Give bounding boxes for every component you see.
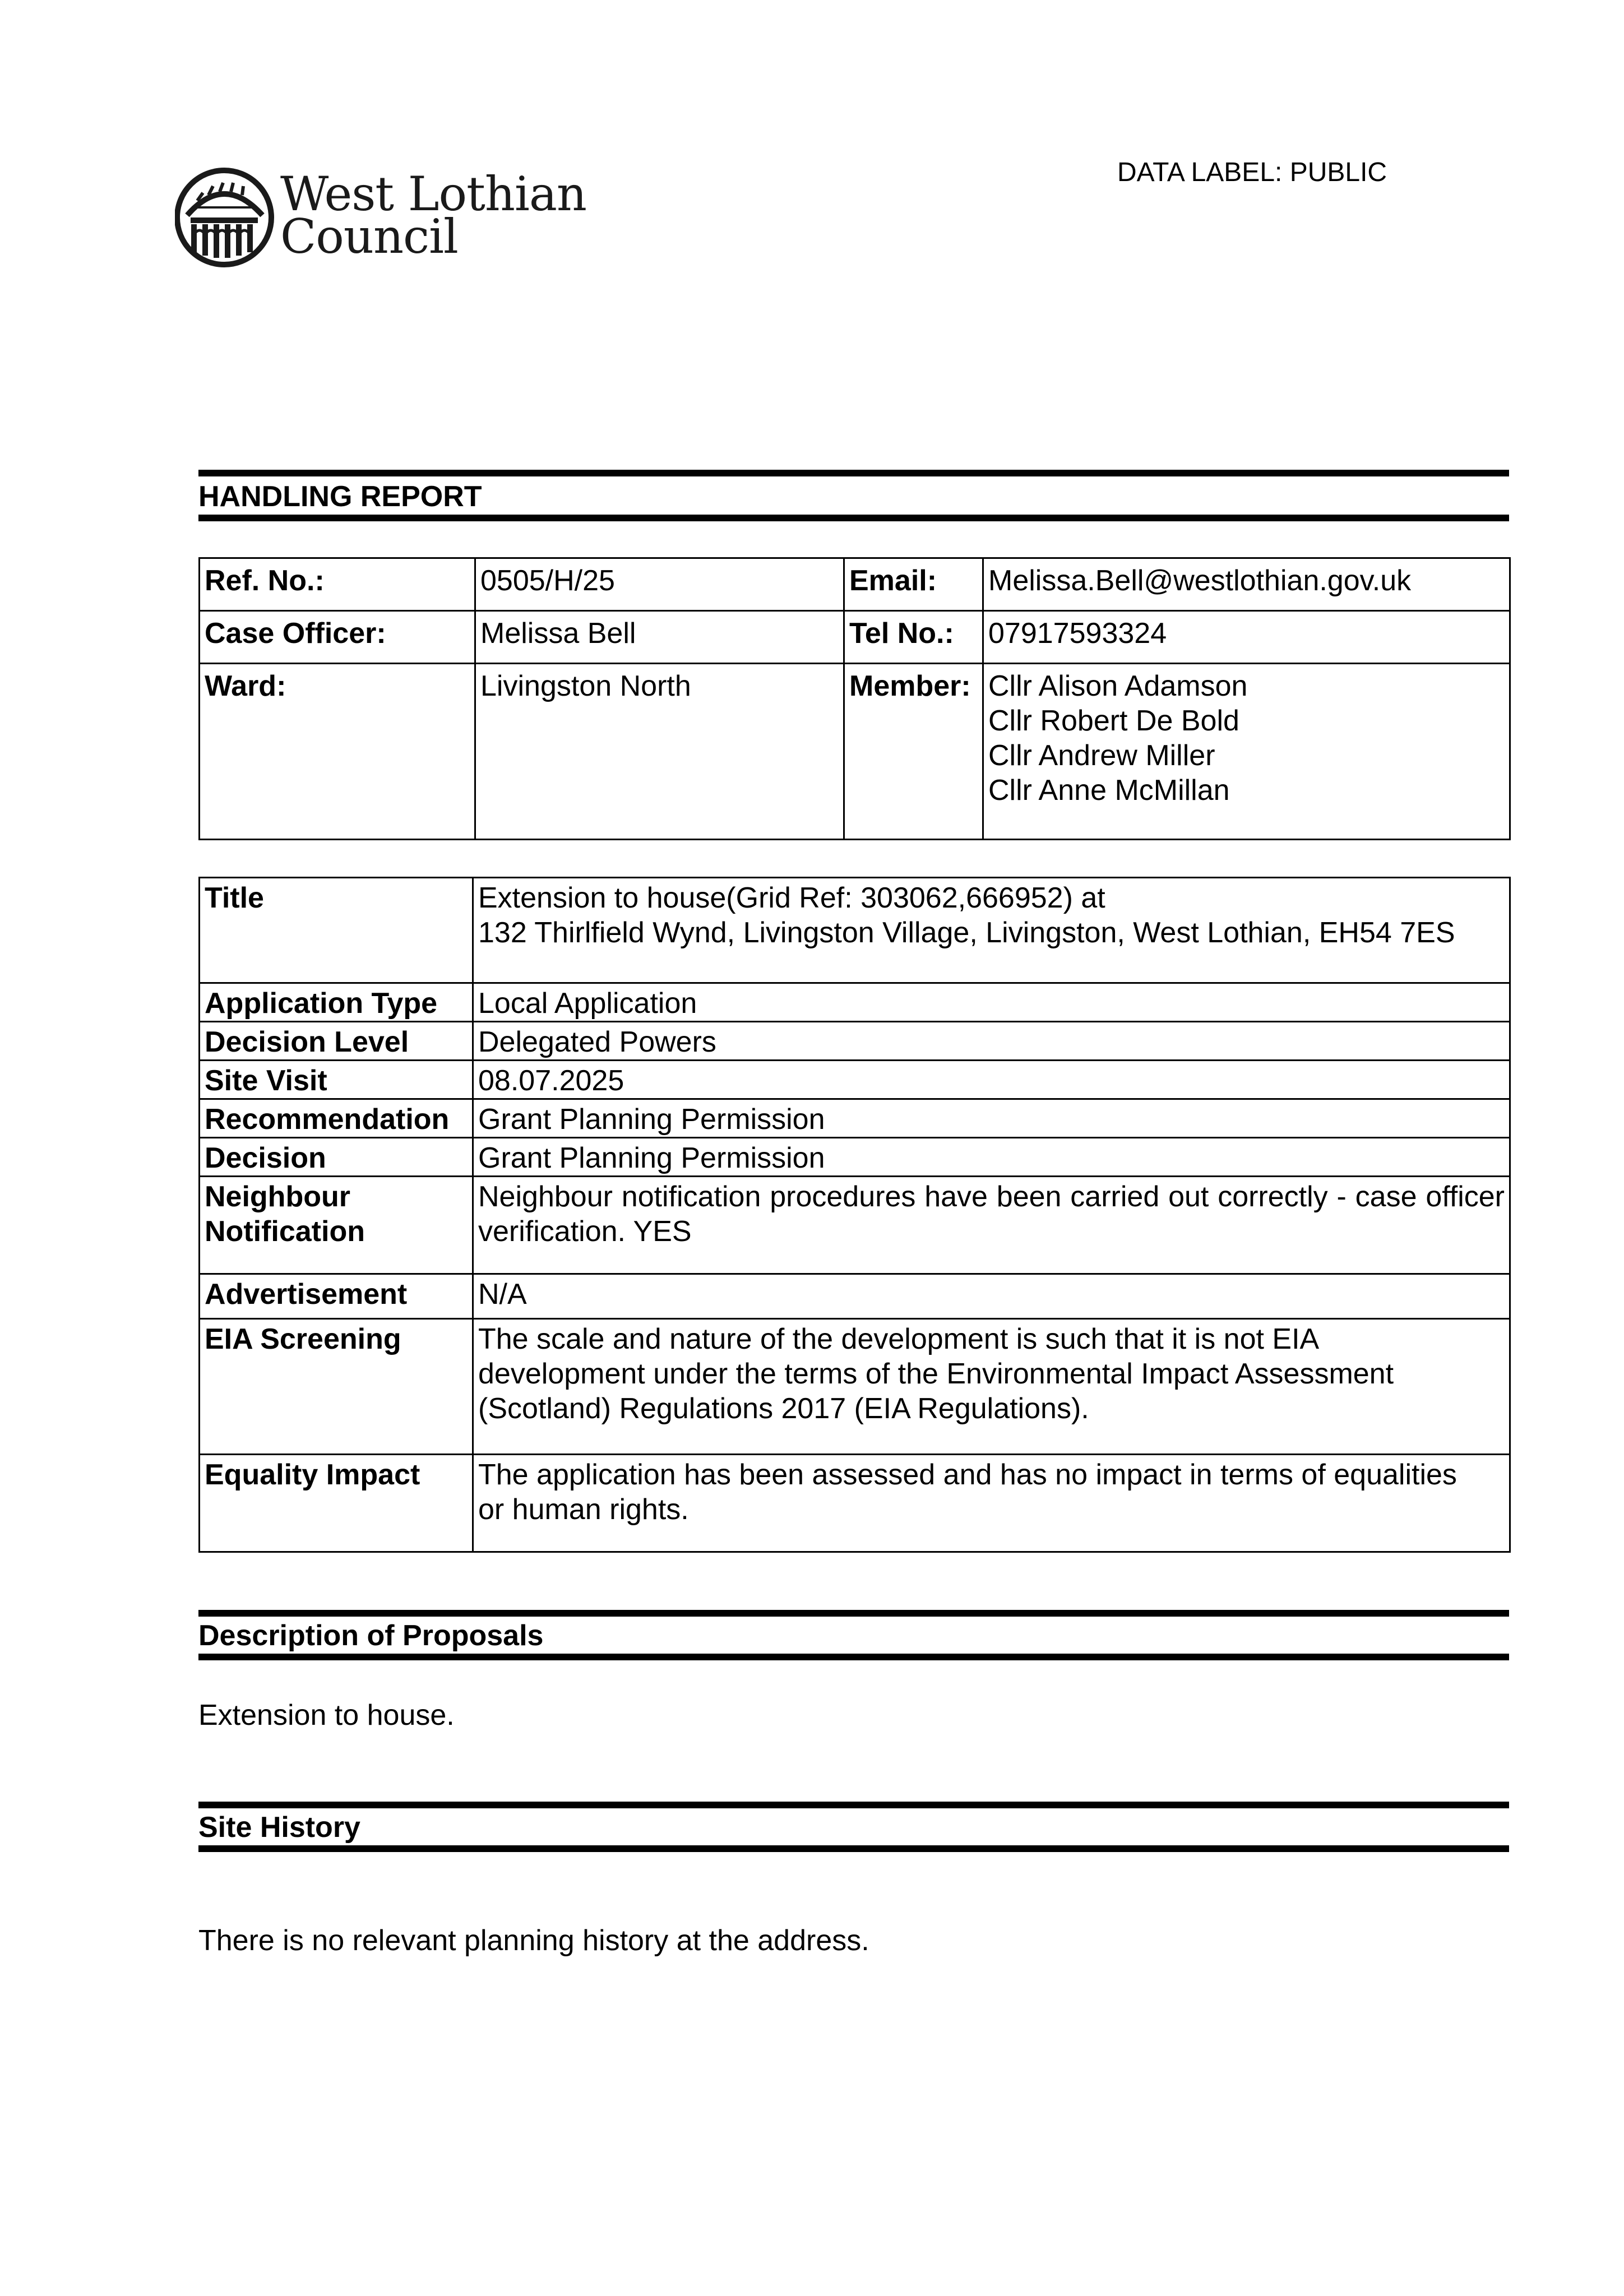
table-row	[200, 1319, 1510, 1455]
recommendation-label: Recommendation	[200, 1099, 473, 1138]
table-row	[200, 1177, 1510, 1274]
data-label: DATA LABEL: PUBLIC	[1117, 158, 1387, 187]
eia-screening-value	[473, 1319, 1510, 1455]
logo-text-line1: West Lothian	[280, 166, 587, 221]
site-history-heading: Site History	[198, 1811, 360, 1844]
eia-screening-label: EIA Screening	[200, 1319, 473, 1455]
ref-value: 0505/H/25	[475, 558, 844, 611]
member-label: Member:	[844, 664, 983, 840]
decision-level-value: Delegated Powers	[473, 1022, 1510, 1061]
description-heading: Description of Proposals	[198, 1619, 544, 1652]
eia-line: development under the terms of the Environmental Impact Assessment	[478, 1358, 1394, 1390]
description-section	[198, 1610, 1509, 1660]
case-officer-value: Melissa Bell	[475, 611, 844, 664]
neighbour-notification-value: Neighbour notification procedures have been carried out correctly - case officer verification. YES	[473, 1177, 1510, 1274]
title-line: Extension to house(Grid Ref: 303062,666952) at	[478, 882, 1105, 914]
decision-value: Grant Planning Permission	[473, 1138, 1510, 1177]
tel-label: Tel No.:	[844, 611, 983, 664]
equality-line: The application has been assessed and has no impact in terms of equalities	[478, 1459, 1457, 1491]
title-label: Title	[200, 878, 473, 983]
members-list	[983, 664, 1510, 840]
logo-text-line2: Council	[280, 209, 458, 264]
label-line: Notification	[205, 1215, 365, 1248]
council-crest-icon	[175, 161, 276, 274]
table-row	[200, 664, 1510, 840]
eia-line: (Scotland) Regulations 2017 (EIA Regulations).	[478, 1392, 1089, 1425]
member-name: Cllr Robert De Bold	[988, 705, 1239, 737]
member-name: Cllr Andrew Miller	[988, 739, 1215, 772]
member-name: Cllr Anne McMillan	[988, 774, 1230, 807]
ref-label: Ref. No.:	[200, 558, 475, 611]
site-visit-value: 08.07.2025	[473, 1061, 1510, 1099]
contact-table	[198, 557, 1511, 840]
label-line: Neighbour	[205, 1181, 350, 1213]
eia-line: The scale and nature of the development is such that it is not EIA	[478, 1323, 1320, 1355]
title-value	[473, 878, 1510, 983]
decision-level-label: Decision Level	[200, 1022, 473, 1061]
application-type-label: Application Type	[200, 983, 473, 1022]
council-logo	[175, 161, 587, 274]
handling-report-section	[198, 470, 1509, 521]
rule-bottom	[198, 515, 1509, 521]
rule-top	[198, 470, 1509, 476]
table-row	[200, 1274, 1510, 1319]
table-row	[200, 611, 1510, 664]
rule-bottom	[198, 1845, 1509, 1852]
table-row	[200, 878, 1510, 983]
advertisement-value: N/A	[473, 1274, 1510, 1319]
email-value: Melissa.Bell@westlothian.gov.uk	[983, 558, 1510, 611]
equality-impact-label: Equality Impact	[200, 1455, 473, 1552]
equality-line: or human rights.	[478, 1493, 689, 1526]
ward-label: Ward:	[200, 664, 475, 840]
rule-bottom	[198, 1654, 1509, 1660]
table-row	[200, 1061, 1510, 1099]
member-name: Cllr Alison Adamson	[988, 670, 1248, 702]
ward-value: Livingston North	[475, 664, 844, 840]
case-officer-label: Case Officer:	[200, 611, 475, 664]
table-row	[200, 1099, 1510, 1138]
table-row	[200, 983, 1510, 1022]
equality-impact-value	[473, 1455, 1510, 1552]
table-row	[200, 1138, 1510, 1177]
email-label: Email:	[844, 558, 983, 611]
application-type-value: Local Application	[473, 983, 1510, 1022]
table-row	[200, 1022, 1510, 1061]
recommendation-value: Grant Planning Permission	[473, 1099, 1510, 1138]
handling-report-heading: HANDLING REPORT	[198, 480, 482, 513]
rule-top	[198, 1802, 1509, 1808]
details-table	[198, 877, 1511, 1553]
table-row	[200, 1455, 1510, 1552]
rule-top	[198, 1610, 1509, 1617]
site-history-text: There is no relevant planning history at the address.	[198, 1924, 869, 1957]
site-visit-label: Site Visit	[200, 1061, 473, 1099]
advertisement-label: Advertisement	[200, 1274, 473, 1319]
title-line: 132 Thirlfield Wynd, Livingston Village, Livingston, West Lothian, EH54 7ES	[478, 916, 1455, 949]
site-history-section	[198, 1802, 1509, 1852]
table-row	[200, 558, 1510, 611]
neighbour-notification-label	[200, 1177, 473, 1274]
tel-value: 07917593324	[983, 611, 1510, 664]
decision-label: Decision	[200, 1138, 473, 1177]
description-text: Extension to house.	[198, 1699, 455, 1732]
